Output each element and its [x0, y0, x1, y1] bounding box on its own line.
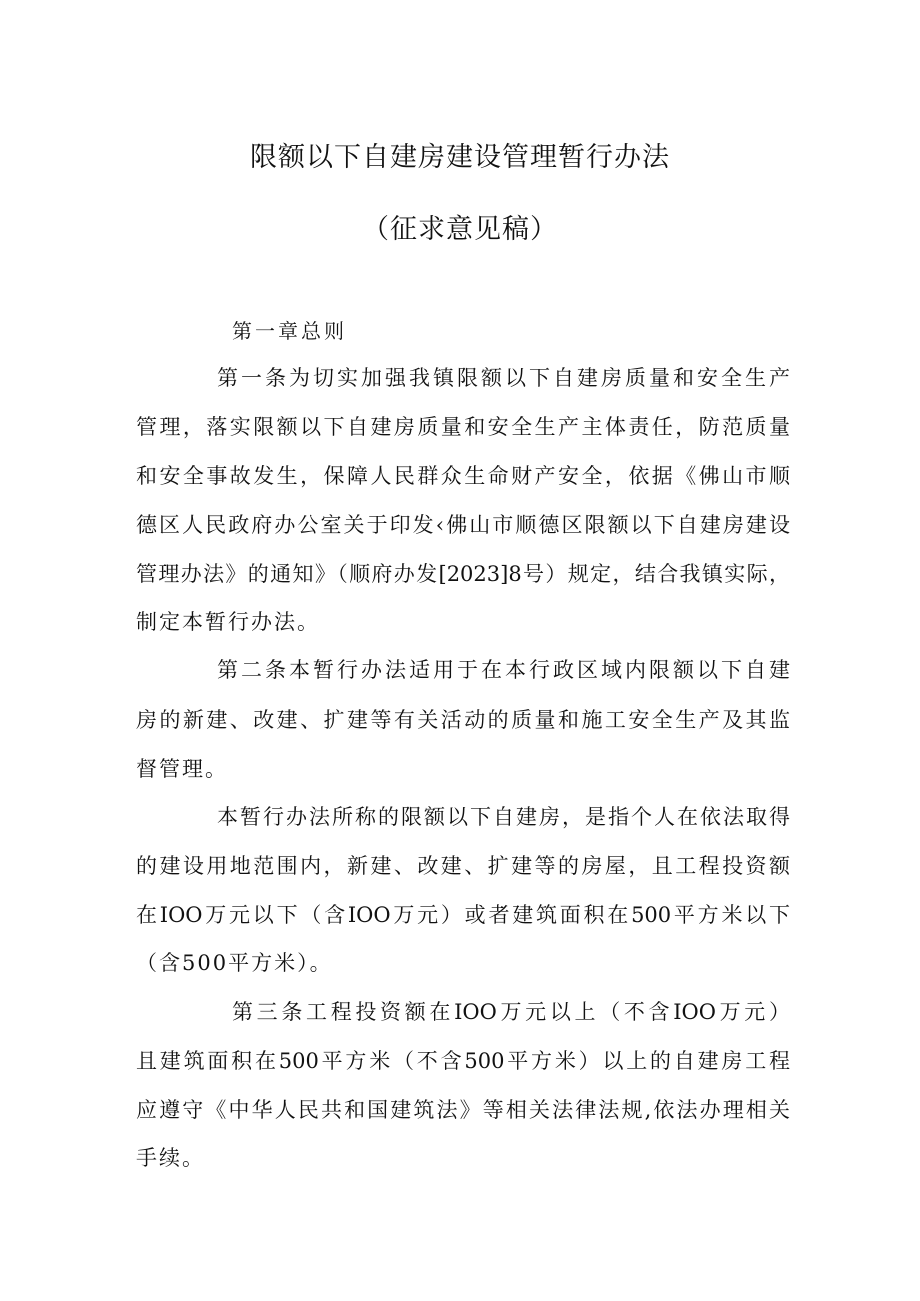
document-subtitle: （征求意见稿）: [362, 214, 558, 245]
definition-line: 本暂行办法所称的限额以下自建房，是指个人在依法取得: [217, 805, 790, 829]
article-1-line: 第一条为切实加强我镇限额以下自建房质量和安全生产: [217, 366, 790, 390]
article-1-line: 和安全事故发生，保障人民群众生命财产安全，依据《佛山市顺: [136, 464, 790, 488]
document-title: 限额以下自建房建设管理暂行办法: [250, 142, 670, 173]
article-1-line: 管理办法》的通知》（顺府办发[2023]8号）规定，结合我镇实际，: [136, 562, 790, 586]
article-1-line: 管理，落实限额以下自建房质量和安全生产主体责任，防范质量: [136, 415, 790, 439]
definition-line: （含500平方米）。: [136, 951, 333, 975]
chapter-heading: 第一章总则: [232, 319, 347, 343]
definition-line: 在IOO万元以下（含IOO万元）或者建筑面积在500平方米以下: [136, 903, 790, 927]
article-2-line: 督管理。: [136, 757, 228, 781]
article-3-line: 手续。: [136, 1146, 205, 1170]
article-1-line: 制定本暂行办法。: [136, 610, 320, 634]
article-3-line: 且建筑面积在500平方米（不含500平方米）以上的自建房工程: [136, 1049, 790, 1073]
article-2-line: 房的新建、改建、扩建等有关活动的质量和施工安全生产及其监: [136, 708, 790, 732]
article-2-line: 第二条本暂行办法适用于在本行政区域内限额以下自建: [217, 658, 790, 682]
definition-line: 的建设用地范围内，新建、改建、扩建等的房屋，且工程投资额: [136, 854, 790, 878]
article-1-line: 德区人民政府办公室关于印发‹佛山市顺德区限额以下自建房建设: [136, 513, 790, 537]
article-3-line: 第三条工程投资额在IOO万元以上（不含IOO万元）: [232, 1000, 790, 1024]
article-3-line: 应遵守《中华人民共和国建筑法》等相关法律法规,依法办理相关: [136, 1098, 790, 1122]
